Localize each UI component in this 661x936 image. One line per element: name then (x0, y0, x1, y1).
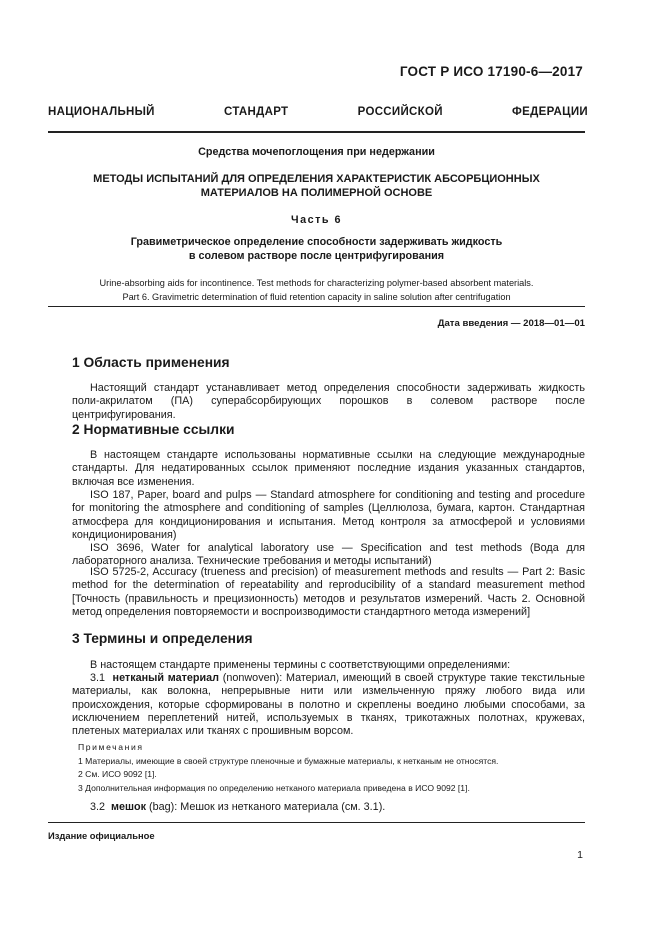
section1-text: Настоящий стандарт устанавливает метод определения способности задерживать жидкость поли-акрилатом (ПА) суперабсорбирующих порошков в солевом растворе после центрифугирования. (72, 382, 585, 421)
section3-heading: 3 Термины и определения (72, 631, 253, 646)
english-title-line2: Part 6. Gravimetric determination of fluid retention capacity in saline solution after centrifugation (122, 292, 511, 302)
edition-label: Издание официальное (48, 830, 155, 841)
section2-ref-iso187: ISO 187, Paper, board and pulps — Standard atmosphere for conditioning and testing and procedure for monitoring the atmosphere and conditioning of samples (Целлюлоза, бумага, картон. Стандартная атмосфера для кондиционирования и испытания. Метод контроля за атмосферой и условиями кондиционирования) (72, 489, 585, 541)
term-3-2 (72, 801, 585, 814)
header-rule (48, 131, 585, 133)
section2-ref-iso5725: ISO 5725-2, Accuracy (trueness and precision) of measurement methods and results — Part 2: Basic method for the determination of repeatability and reproducibility of a standard measurement method [Точность (правильность и прецизионность) методов и результатов измерений. Часть 2. Основной метод определения повторяемости и воспроизводимости стандартного метода измерений] (72, 566, 585, 618)
term-3-2-number: 3.2 (90, 801, 106, 813)
page-number: 1 (577, 849, 583, 861)
standard-number: ГОСТ Р ИСО 17190-6—2017 (399, 64, 583, 79)
subtitle-line1: Гравиметрическое определение способности задерживать жидкость (130, 236, 503, 248)
main-title-line1: МЕТОДЫ ИСПЫТАНИЙ ДЛЯ ОПРЕДЕЛЕНИЯ ХАРАКТЕРИСТИК АБСОРБЦИОННЫХ (93, 173, 540, 185)
section3-intro: В настоящем стандарте применены термины с соответствующими определениями: (90, 659, 511, 671)
term-3-1-number: 3.1 (90, 672, 106, 684)
term-3-2-definition: (bag): Мешок из нетканого материала (см. 3.1). (146, 801, 386, 813)
english-title-line1: Urine-absorbing aids for incontinence. Test methods for characterizing polymer-based absorbent materials. (99, 278, 534, 288)
note-2: 2 См. ИСО 9092 [1]. (78, 769, 157, 779)
term-3-1-definition: (nonwoven): Материал, имеющий в своей структуре такие текстильные материалы, как волокна, непрерывные нити или измельченную пряжу любого вида или происхождения, которые сформированы в полотно и скреплены воедино любыми способами, за исключением переплетений нитей, используемых в тканях, трикотажных полотнах, кружевах, плетеных материалах или тканях с прошивным ворсом. (72, 672, 585, 738)
part-title: Часть 6 (290, 214, 343, 226)
section2-intro: В настоящем стандарте использованы нормативные ссылки на следующие международные стандарты. Для недатированных ссылок применяют последние издания указанных стандартов, включая все изменения. (72, 449, 585, 488)
term-3-1 (72, 672, 585, 738)
main-title-line2: МАТЕРИАЛОВ НА ПОЛИМЕРНОЙ ОСНОВЕ (200, 187, 433, 199)
note-3: 3 Дополнительная информация по определению нетканого материала приведена в ИСО 9092 [1]. (78, 783, 470, 793)
title-rule (48, 306, 585, 307)
subtitle (48, 235, 585, 263)
term-3-2-name: мешок (111, 801, 147, 813)
subtitle-line2: в солевом растворе после центрифугирования (188, 250, 445, 262)
section1-heading: 1 Область применения (72, 355, 230, 370)
footer-rule (48, 822, 585, 823)
term-3-1-name: нетканый материал (112, 672, 220, 684)
english-title (48, 276, 585, 304)
title-category: Средства мочепоглощения при недержании (198, 146, 435, 158)
national-standard-title: НАЦИОНАЛЬНЫЙ СТАНДАРТ РОССИЙСКОЙ ФЕДЕРАЦИИ (48, 106, 588, 118)
effective-date: Дата введения — 2018—01—01 (437, 318, 585, 329)
notes-title: Примечания (78, 742, 144, 752)
section2-heading: 2 Нормативные ссылки (72, 422, 235, 437)
section2-ref-iso3696: ISO 3696, Water for analytical laboratory use — Specification and test methods (Вода для лабораторного анализа. Технические требования и методы испытаний) (72, 542, 585, 568)
main-title (48, 172, 585, 200)
note-1: 1 Материалы, имеющие в своей структуре пленочные и бумажные материалы, к нетканым не относятся. (78, 756, 499, 766)
